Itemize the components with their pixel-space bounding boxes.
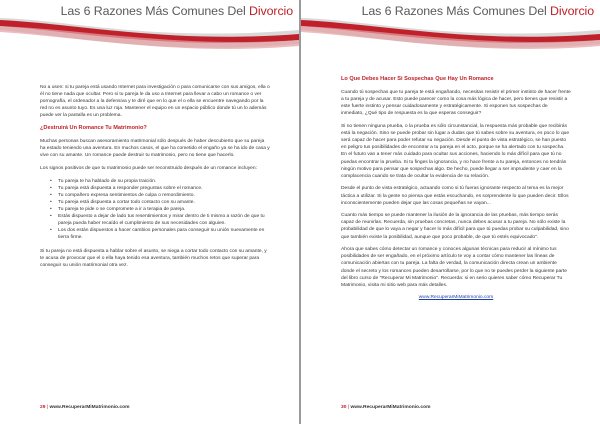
page-number: 29 <box>40 405 46 410</box>
list-item: • Tu pareja está dispuesta a cortar todo contacto con su amante. <box>50 199 270 206</box>
list-item: • Tu pareja está dispuesta a responder preguntas sobre el romance. <box>50 185 270 192</box>
left-page-body <box>40 84 270 274</box>
list-item: • Los dos están dispuestos a hacer cambios personales para conseguir su unión nuevamente en tierra firme. <box>50 227 270 241</box>
section-heading: Lo Que Debes Hacer Si Sospechas Que Hay Un Romance <box>341 76 494 82</box>
list-item: • Estás dispuesto a dejar de lado tus resentimientos y mirar dentro de ti mismo a razón de que tu pareja pueda haber recaído el cumplimiento de sus necesidades con alguien. <box>50 213 270 227</box>
header-title: Las 6 Razones Más Comunes Del Divorcio <box>361 4 594 18</box>
list-item: • Tu pareja te ha hablado de su propia traición. <box>50 178 270 185</box>
footer-separator: | <box>46 405 49 410</box>
page-header <box>0 0 299 62</box>
page-header <box>301 0 600 62</box>
list-item: • Tu compañero expresa sentimientos de culpa o remordimiento. <box>50 192 270 199</box>
right-page-body <box>341 72 571 302</box>
page-footer <box>40 405 129 410</box>
footer-site[interactable]: www.RecuperarMiMatrimonio.com <box>350 405 431 410</box>
footer-separator: | <box>347 405 350 410</box>
footer-site[interactable]: www.RecuperarMiMatrimonio.com <box>49 405 130 410</box>
page-footer <box>341 405 430 410</box>
paragraph: Si no tienen ninguna prueba, o la prueba es sólo circunstancial, la respuesta más probable que recibirás está la negación. Sino se puede probar sin lugar a dudas que tú sabes sobre su aventura, es poco lo que será capaz de hacer para poder refutar su negación. Desde el punto de vista estratégico, se han puesto en peligro tus posibilidades de encontrar a tu pareja en el acto, porque se ha alertado con tu sospecha. En el futuro van a tener más cuidado para ocultar sus acciones, haciendo lo más difícil para que tú no puedas encontrar la prueba. Si tu finges la ignorancia, y no hace frente a tu pareja, entonces no tendrán ningún motivo para pensar que sospechas algo. De hecho, puede llegar a ser imprudente y caer en la complacencia cuando se trata de ocultar la evidencia de su relación. <box>341 124 570 179</box>
paragraph: Cuando tú sospechas que tu pareja te está engañando, necesitas resistir el primer instinto de hacer frente a tu pareja y de acusar. Esto puede parecer como la cosa más lógica de hacer, pero tienes que resistir a este fuerte instinto y pensar cuidadosamente y estratégicamente. Si esponen tus sospechas de inmediato, ¿Qué tipo de respuesta es la que esperas conseguir? <box>341 90 571 117</box>
paragraph: Cuanto más tiempo se puede mantener la ilusión de la ignorancia de las pruebas, más tiempo serás capaz de reunirlas. Recuerda, sin pruebas concretas, nunca debes acusar a tu pareja. No sólo existe la probabilidad de que lo vaya a negar y hacer lo más difícil para que tú puedas probar su culpabilidad, sino que también existe la posibilidad, aunque que poco probable, de que tú estés equivocado". <box>341 213 569 240</box>
left-page <box>0 0 299 424</box>
header-title: Las 6 Razones Más Comunes Del Divorcio <box>60 4 293 18</box>
bullet-list <box>50 178 270 242</box>
paragraph: Ahora que sabes cómo detectar un romance y conoces algunas técnicas para reducir al mínimo tus posibilidades de ser engañado, en el próximo artículo te voy a contar cómo mantener las líneas de comunicación abiertas con tu pareja. La falta de verdad, la comunicación directa crean un ambiente donde el secreto y los romances pueden desarrollarse, por lo que no te puedes perder la siguiente parte del libro curso de "Recuperar Mi Matrimonio". Recuerda: si en serio quieres saber cómo Recuperar Tu Matrimonio, visita mi sitio web para más detalles. <box>341 247 567 288</box>
paragraph: No a usen: si tu pareja está usando Internet para investigación o para comunicarse con sus amigos, ella o él no tiene nada que ocultar. Pero si tu pareja le da uso a Internet para llevar a cabo un romance o ver pornografía, el ordenador a la defensiva y te diré que en lo que el o ella se encuentre navegando por la red no es asunto tuyo. Es una luz roja. Mantener el equipo en un espacio público donde tú un lo además puede ver la pantalla es un problema. <box>40 85 270 119</box>
paragraph: Desde el punto de vista estratégico, actuando como si tú fueras ignorante respecto al tema es la mejor táctica a utilizar. Si la gente no piensa que estás escuchando, es sorprendente lo que pueden decir. Ellos inconscientemente pueden dejar que las cosas pequeñas se vayan... <box>341 186 569 206</box>
paragraph: Si tu pareja no está dispuesta a hablar sobre el asunto, se niega a cortar todo contacto con su amante, y te acusa de provocar que el o ella haya tenido esa aventura, también muchos retos que superar para conseguir su unión matrimonial otra vez. <box>40 248 267 268</box>
paragraph: Muchas personas buscan asesoramiento matrimonial sólo después de haber descubierto que su pareja ha estado teniendo una aventura. En muchos casos, el que ha cometido el engaño ya se ha ido de casa y vive con su amante. Un romance puede destruir tu matrimonio, pero no tiene que hacerlo. <box>40 139 270 159</box>
right-page <box>301 0 600 424</box>
section-heading: ¿Destruirá Un Romance Tu Matrimonio? <box>40 125 147 132</box>
list-item: • Tu pareja te pide o se compromete a ir a terapia de pareja. <box>50 206 270 213</box>
website-link[interactable]: www.RecuperarMiMatrimonio.com <box>418 295 494 301</box>
page-number: 30 <box>341 405 347 410</box>
paragraph: Los signos positivos de que tu matrimonio puede ser reconstruido después de un romance incluyen: <box>40 166 257 172</box>
